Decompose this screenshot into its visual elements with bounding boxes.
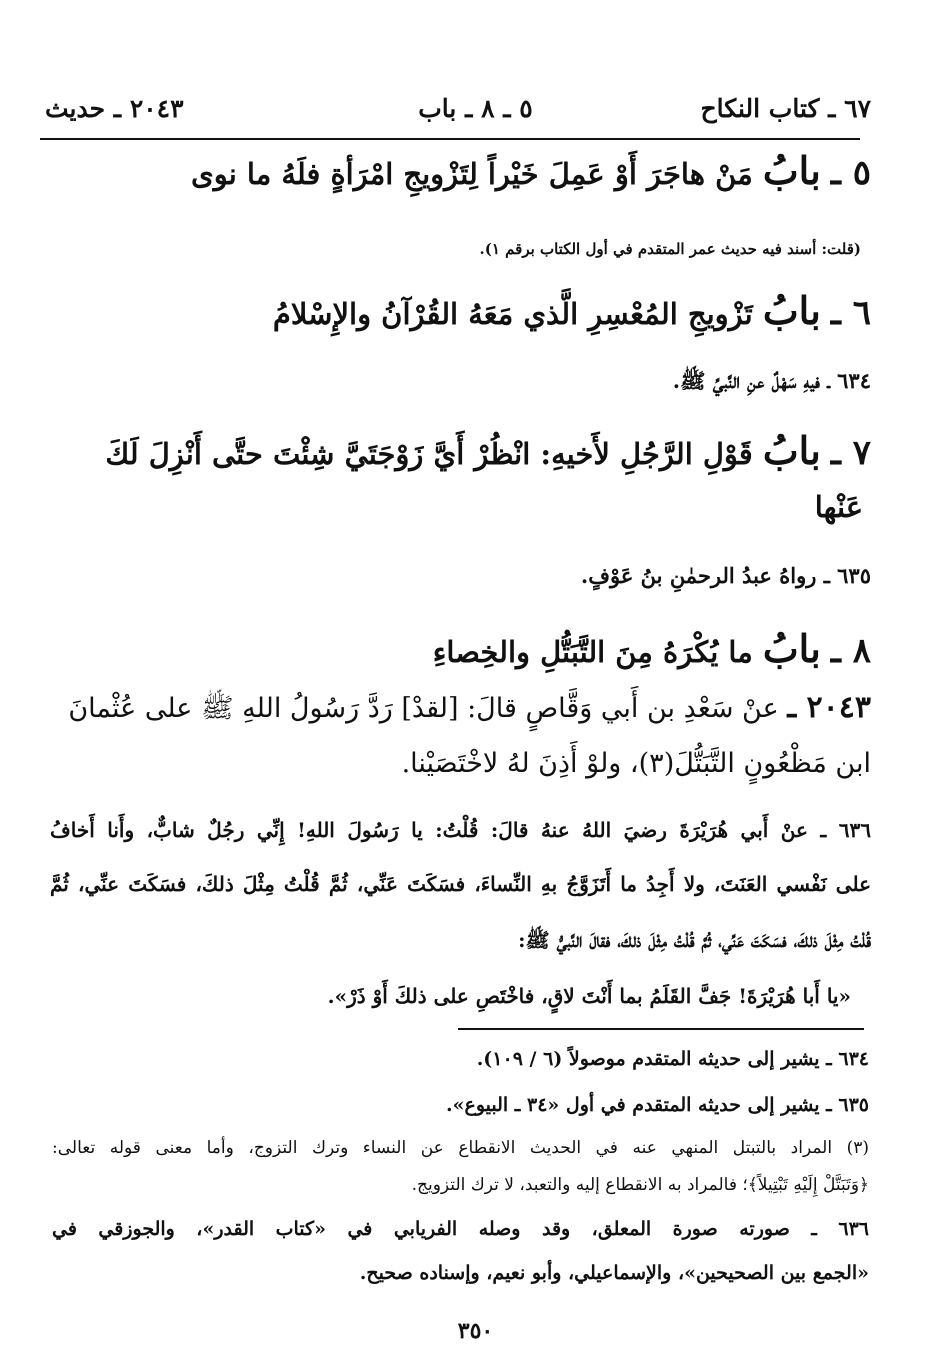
footnote-rule [458, 1028, 864, 1030]
chapter-word: بابُ [762, 428, 821, 473]
hadith-2043-line-2: ابن مَظْعُونٍ التَّبَتُّلَ(٣)، ولوْ أَذِنَ لهُ لاخْتَصَيْنا. [401, 748, 871, 779]
chapter-number: ٦ ـ [830, 293, 871, 333]
footnote-635: ٦٣٥ ـ يشير إلى حديثه المتقدم في أول «٣٤ ـ البيوع». [446, 1094, 869, 1116]
chapter-number: ٧ ـ [830, 433, 871, 473]
reference-635: ٦٣٥ ـ رواهُ عبدُ الرحمٰنِ بنُ عَوْفٍ. [580, 563, 871, 588]
header-chapter-range: ٥ ـ ٨ ـ باب [418, 94, 533, 123]
chapter-word: بابُ [762, 288, 821, 333]
chapter-7-heading [50, 428, 871, 473]
header-rule [40, 138, 860, 140]
header-book-title: ٦٧ ـ كتاب النكاح [700, 94, 871, 123]
chapter-8-heading [50, 626, 871, 671]
hadith-text: عنْ سَعْدِ بن أَبي وَقَّاصٍ قالَ: [لقدْ] رَدَّ رَسُولُ اللهِ ﷺ على عُثْمانَ [68, 693, 779, 724]
footnote-3-line-1: (٣) المراد بالتبتل المنهي عنه في الحديث الانقطاع عن النساء وترك التزوج، وأما معنى قوله تعالى: [52, 1138, 869, 1158]
text-636-line-3: قُلْتُ مِثْلَ ذلكَ، فسَكَتَ عَنِّي، ثُمَّ قُلْتُ مِثْلَ ذلكَ، فقالَ النَّبيُّ ﷺ: [518, 928, 871, 952]
hadith-2043-line-1 [70, 690, 871, 731]
text-636-line-4: «يا أَبا هُرَيْرَةَ! جَفَّ القَلَمُ بما أَنْتَ لاقٍ، فاخْتَصِ على ذلكَ أَوْ ذَرْ». [327, 984, 851, 1008]
footnote-636-line-1: ٦٣٦ ـ صورته صورة المعلق، وقد وصله الفريابي في «كتاب القدر»، والجوزقي في [52, 1218, 869, 1240]
chapter-title: مَنْ هاجَرَ أَوْ عَمِلَ خَيْراً لِتَزْويجِ امْرَأةٍ فلَهُ ما نوى [191, 157, 753, 191]
chapter-number: ٥ ـ [830, 153, 871, 193]
hadith-number: ٢٠٤٣ ـ [787, 690, 871, 725]
chapter-7-heading-continued: عَنْها [814, 490, 863, 524]
page-number: ٣٥٠ [457, 1318, 494, 1344]
chapter-word: بابُ [762, 148, 821, 193]
chapter-number: ٨ ـ [830, 631, 871, 671]
chapter-title: تَزْويجِ المُعْسِرِ الَّذي مَعَهُ القُرْآنُ والإِسْلامُ [272, 297, 753, 331]
chapter-title: ما يُكْرَهُ مِنَ التَّبَتُّلِ والخِصاءِ [432, 635, 753, 669]
footnote-3-line-2: ﴿وَتَبَتَّلْ إِلَيْهِ تَبْتِيلاً﴾؛ فالمراد به الانقطاع إليه والتعبد، لا ترك التزويج. [411, 1175, 869, 1195]
chapter-6-heading [50, 288, 871, 333]
header-hadith-number: ٢٠٤٣ ـ حديث [45, 94, 184, 123]
reference-634: ٦٣٤ ـ فيهِ سَهْلٌ عنِ النَّبيِّ ﷺ. [672, 368, 871, 393]
chapter-title: قَوْلِ الرَّجُلِ لأَخيهِ: انْظُرْ أَيَّ زَوْجَتَيَّ شِئْتَ حتَّى أَنْزِلَ لَكَ [105, 437, 753, 471]
text-636-line-2: على نَفْسي العَنَتَ، ولا أَجِدُ ما أَتَزَوَّجُ بهِ النِّساءَ، فسَكَتَ عَنِّي، ثُمَّ قُلْتُ مِثْلَ ذلكَ، فسَكَتَ عنِّي، ثُمَّ [50, 872, 872, 896]
editor-note: (قلت: أسند فيه حديث عمر المتقدم في أول الكتاب برقم ١). [479, 240, 861, 258]
chapter-5-heading [50, 148, 871, 193]
text-636-line-1: ٦٣٦ ـ عنْ أَبي هُرَيْرَةَ رضيَ اللهُ عنهُ قالَ: قُلْتُ: يا رَسُولَ اللهِ! إِنِّي رجُلٌ شابٌّ، وأَنا أَخافُ [50, 818, 871, 842]
footnote-634: ٦٣٤ ـ يشير إلى حديثه المتقدم موصولاً (٦ / ١٠٩). [476, 1048, 869, 1070]
footnote-636-line-2: «الجمع بين الصحيحين»، والإسماعيلي، وأبو نعيم، وإسناده صحيح. [359, 1262, 869, 1284]
chapter-word: بابُ [762, 626, 821, 671]
